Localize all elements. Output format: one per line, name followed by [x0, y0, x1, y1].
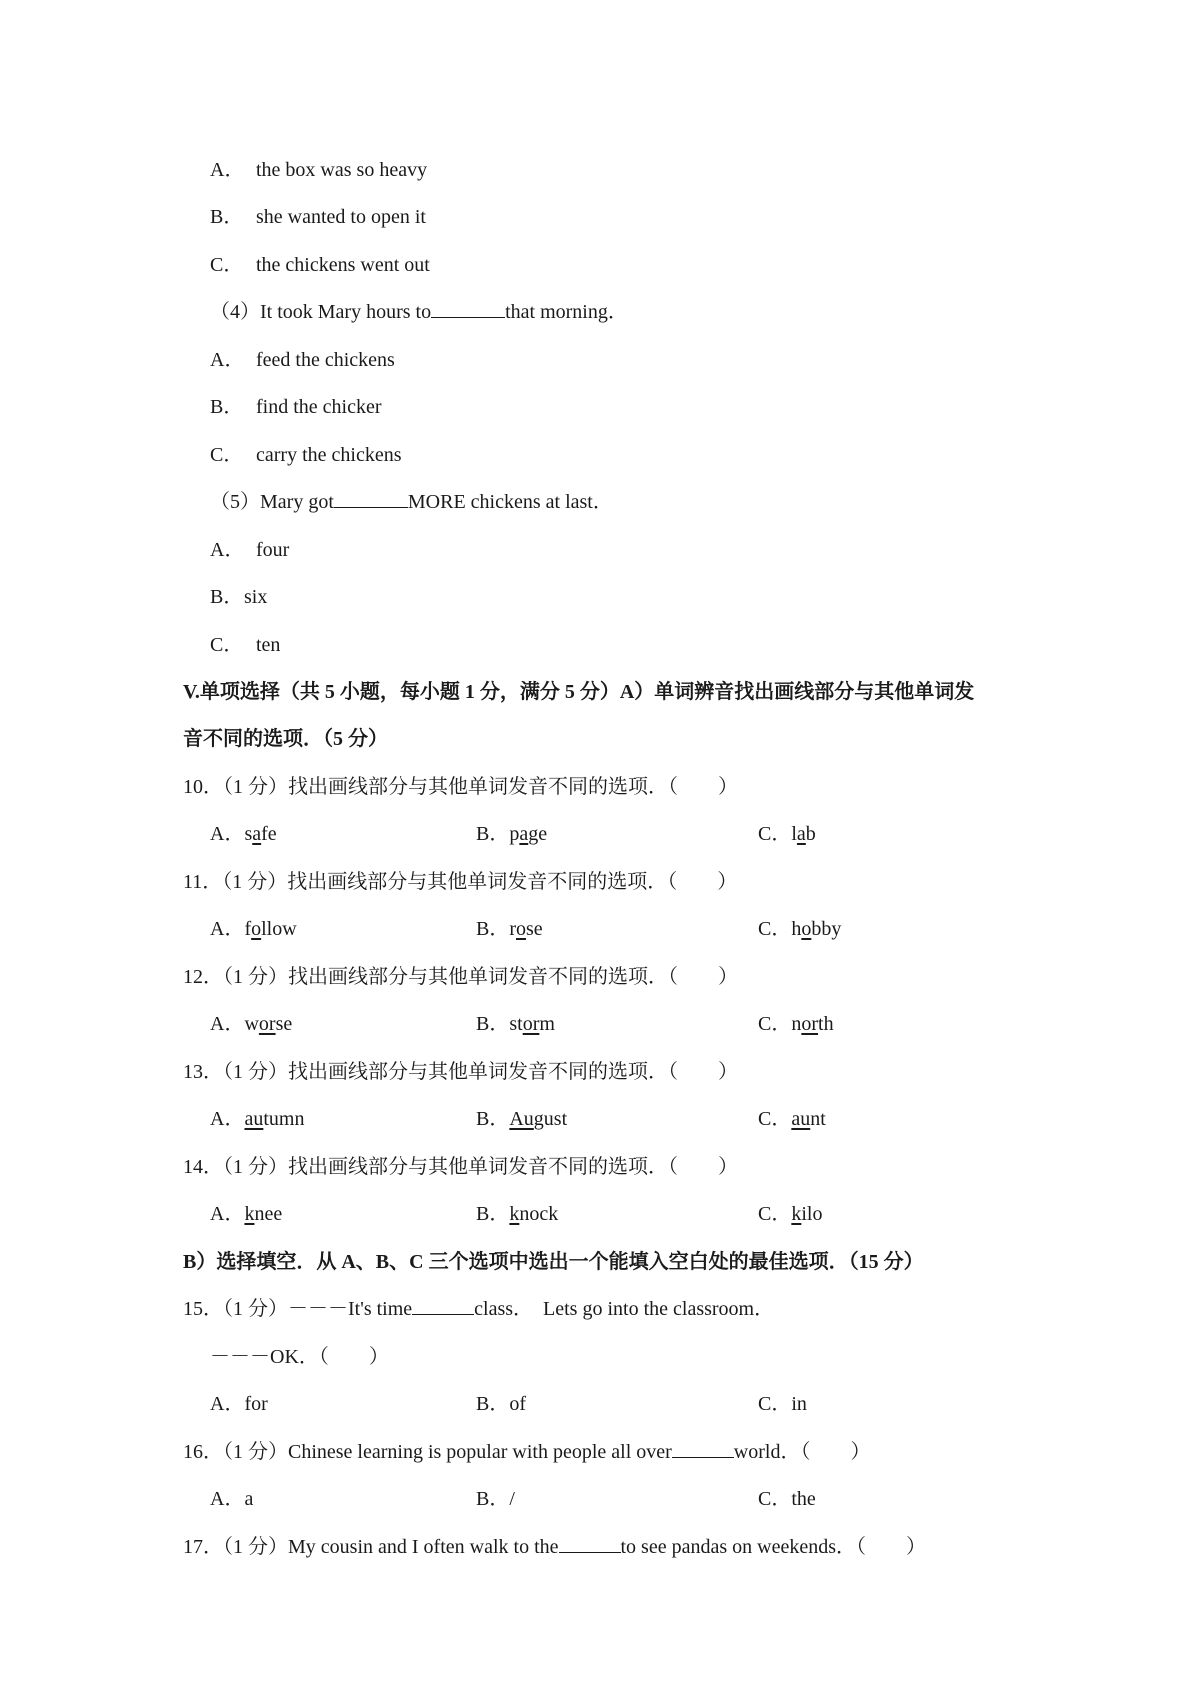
option-letter: B．: [210, 206, 244, 228]
option-b: B．page: [476, 823, 548, 845]
underlined-letters: k: [244, 1203, 255, 1225]
option-text: six: [244, 586, 268, 608]
option-c: C．the: [758, 1488, 816, 1510]
option-text: the box was so heavy: [256, 159, 428, 181]
underlined-letters: au: [791, 1108, 811, 1130]
option-letter: A．: [210, 539, 245, 561]
answer-blank: [334, 487, 408, 508]
underlined-letters: k: [791, 1203, 802, 1225]
question-stem: 13．（1 分）找出画线部分与其他单词发音不同的选项．（ ）: [183, 1061, 738, 1083]
underlined-letters: Au: [509, 1108, 534, 1130]
answer-blank: [412, 1294, 474, 1315]
option-c: C．in: [758, 1393, 807, 1415]
answer-blank: [431, 297, 505, 318]
option-letter: C．: [210, 254, 244, 276]
section-heading-line1: V.单项选择（共 5 小题，每小题 1 分，满分 5 分）A）单词辨音找出画线部分与其他单词发: [183, 681, 975, 703]
option-c: C．hobby: [758, 918, 842, 940]
option-b: B．/: [476, 1488, 515, 1510]
section-heading-line2: 音不同的选项．（5 分）: [183, 728, 388, 750]
option-letter: C．: [210, 444, 244, 466]
option-text: the chickens went out: [256, 254, 430, 276]
option-a: A．knee: [210, 1203, 283, 1225]
option-b: B．storm: [476, 1013, 555, 1035]
option-text: carry the chickens: [256, 444, 402, 466]
underlined-letters: a: [252, 823, 262, 845]
underlined-letters: or: [258, 1013, 276, 1035]
option-b: B．rose: [476, 918, 543, 940]
option-a: A．worse: [210, 1013, 293, 1035]
underlined-letters: o: [516, 918, 527, 940]
option-letter: B．: [210, 586, 244, 608]
option-text: she wanted to open it: [256, 206, 426, 228]
option-a: A．safe: [210, 823, 277, 845]
underlined-letters: a: [796, 823, 806, 845]
section-heading-text: B）选择填空．从 A、B、C 三个选项中选出一个能填入空白处的最佳选项．（15 分）: [183, 1251, 924, 1273]
question-stem: 16．（1 分）Chinese learning is popular with people all over world．（ ）: [183, 1435, 870, 1469]
option-text: feed the chickens: [256, 349, 395, 371]
option-b: B．August: [476, 1108, 568, 1130]
option-c: C．kilo: [758, 1203, 823, 1225]
option-b: B．knock: [476, 1203, 559, 1225]
question-stem: 12．（1 分）找出画线部分与其他单词发音不同的选项．（ ）: [183, 966, 738, 988]
underlined-letters: k: [509, 1203, 520, 1225]
option-a: A．a: [210, 1488, 254, 1510]
option-a: A．follow: [210, 918, 297, 940]
question-stem: 14．（1 分）找出画线部分与其他单词发音不同的选项．（ ）: [183, 1156, 738, 1178]
underlined-letters: or: [801, 1013, 819, 1035]
option-letter: C．: [210, 634, 244, 656]
option-c: C．aunt: [758, 1108, 826, 1130]
option-text: ten: [256, 634, 281, 656]
underlined-letters: or: [522, 1013, 540, 1035]
question-stem: 10．（1 分）找出画线部分与其他单词发音不同的选项．（ ）: [183, 776, 738, 798]
question-stem-cont: －－－OK．（ ）: [210, 1346, 389, 1368]
answer-blank: [559, 1532, 621, 1553]
option-b: B．of: [476, 1393, 527, 1415]
option-a: A．for: [210, 1393, 268, 1415]
question-stem: 17．（1 分）My cousin and I often walk to the to see pandas on weekends．（ ）: [183, 1530, 926, 1564]
option-c: C．north: [758, 1013, 834, 1035]
underlined-letters: au: [244, 1108, 264, 1130]
question-stem: 15．（1 分）－－－It's time class． Lets go into the classroom．: [183, 1292, 774, 1326]
question-stem: 11．（1 分）找出画线部分与其他单词发音不同的选项．（ ）: [183, 871, 738, 893]
option-letter: B．: [210, 396, 244, 418]
underlined-letters: o: [801, 918, 812, 940]
option-a: A．autumn: [210, 1108, 305, 1130]
option-text: find the chicker: [256, 396, 382, 418]
question-stem: （4）It took Mary hours to that morning．: [210, 295, 628, 329]
question-stem: （5）Mary got MORE chickens at last．: [210, 485, 613, 519]
underlined-letters: a: [519, 823, 529, 845]
option-text: four: [256, 539, 290, 561]
option-c: C．lab: [758, 823, 816, 845]
answer-blank: [672, 1437, 734, 1458]
option-letter: A．: [210, 349, 245, 371]
underlined-letters: o: [251, 918, 262, 940]
option-letter: A．: [210, 159, 245, 181]
